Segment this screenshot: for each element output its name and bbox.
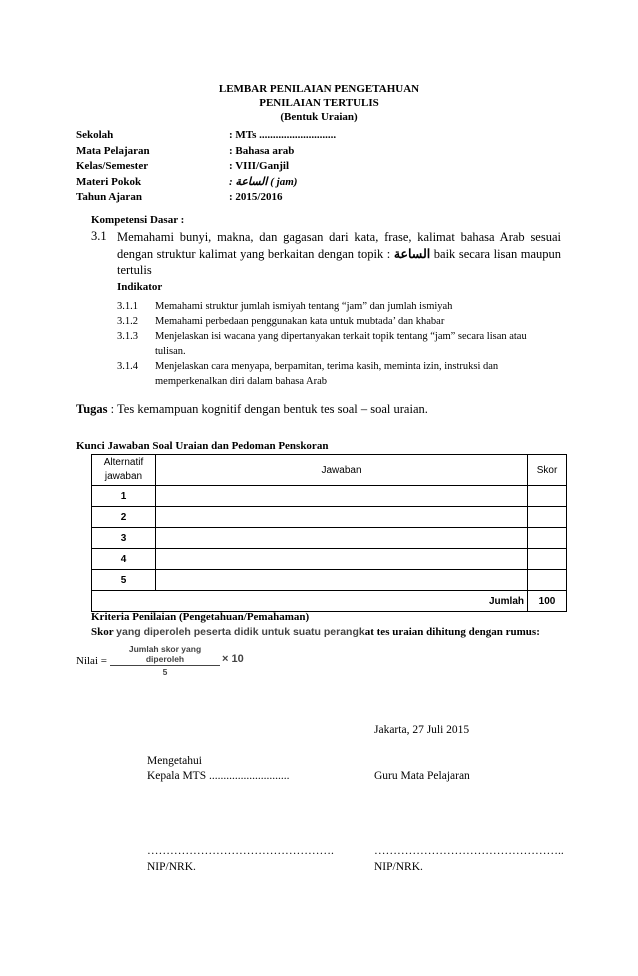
signature-line-right: ………………………………………….. xyxy=(374,845,564,857)
indikator-item xyxy=(117,314,567,329)
answer-cell[interactable] xyxy=(156,507,528,528)
info-label: Sekolah xyxy=(76,129,114,141)
table-row xyxy=(92,549,567,570)
indikator-num: 3.1.3 xyxy=(117,331,138,342)
nilai-formula xyxy=(110,644,220,677)
kompetensi-text-before: Memahami bunyi, makna, dan gagasan dari kata, frase, kalimat bahasa Arab sesuai dengan struktur kalimat yang berkaitan dengan topik : xyxy=(117,230,561,261)
formula-denominator: 5 xyxy=(162,667,168,677)
indikator-list xyxy=(117,299,567,389)
score-cell[interactable] xyxy=(528,486,567,507)
indikator-text: Memahami struktur jumlah ismiyah tentang “jam” dan jumlah ismiyah xyxy=(155,301,453,312)
row-number: 2 xyxy=(92,507,156,528)
formula-numerator: Jumlah skor yang diperoleh xyxy=(110,644,220,666)
tugas-label: Tugas xyxy=(76,402,108,416)
tugas-line xyxy=(76,402,428,417)
info-label: Kelas/Semester xyxy=(76,160,149,172)
signature-line-left: …………………………………………. xyxy=(147,845,334,857)
info-value: : VIII/Ganjil xyxy=(229,160,290,172)
kunci-title: Kunci Jawaban Soal Uraian dan Pedoman Penskoran xyxy=(76,440,329,452)
answer-cell[interactable] xyxy=(156,570,528,591)
indikator-text: Menjelaskan cara menyapa, berpamitan, terima kasih, meminta izin, instruksi dan memperkenalkan diri dalam bahasa Arab xyxy=(155,361,499,387)
info-row-sekolah xyxy=(76,128,336,144)
kompetensi-arabic: الساعة xyxy=(393,246,431,261)
nip-left: NIP/NRK. xyxy=(147,861,196,873)
table-row xyxy=(92,528,567,549)
indikator-item xyxy=(117,299,567,314)
info-label: Tahun Ajaran xyxy=(76,191,142,203)
title-line-2: PENILAIAN TERTULIS xyxy=(259,97,379,109)
nip-right: NIP/NRK. xyxy=(374,861,423,873)
info-value: : Bahasa arab xyxy=(229,144,295,157)
kepala-mts-label: Kepala MTS ............................ xyxy=(147,770,290,782)
kriteria-skor-line xyxy=(91,626,540,638)
row-number: 3 xyxy=(92,528,156,549)
info-row-materi xyxy=(76,175,336,191)
info-label: Materi Pokok xyxy=(76,175,142,188)
title-line-1: LEMBAR PENILAIAN PENGETAHUAN xyxy=(218,83,420,95)
indikator-num: 3.1.4 xyxy=(117,361,138,372)
row-number: 4 xyxy=(92,549,156,570)
info-block xyxy=(76,128,336,206)
header-jawaban: Jawaban xyxy=(156,455,528,486)
info-value: : الساعة ( jam) xyxy=(229,175,298,188)
nilai-label: Nilai = xyxy=(76,655,107,667)
row-number: 5 xyxy=(92,570,156,591)
guru-label: Guru Mata Pelajaran xyxy=(374,770,470,782)
info-row-kelas xyxy=(76,159,336,175)
indikator-num: 3.1.1 xyxy=(117,301,138,312)
table-header-row xyxy=(92,455,567,486)
skor-text-c: at tes uraian dihitung dengan rumus: xyxy=(364,626,540,638)
score-cell[interactable] xyxy=(528,528,567,549)
score-cell[interactable] xyxy=(528,570,567,591)
score-cell[interactable] xyxy=(528,549,567,570)
indikator-item xyxy=(117,359,567,389)
info-row-mapel xyxy=(76,144,336,160)
table-row xyxy=(92,486,567,507)
place-date: Jakarta, 27 Juli 2015 xyxy=(374,724,470,736)
jumlah-label: Jumlah xyxy=(92,591,528,612)
score-cell[interactable] xyxy=(528,507,567,528)
answer-cell[interactable] xyxy=(156,528,528,549)
indikator-heading: Indikator xyxy=(117,281,163,293)
table-total-row xyxy=(92,591,567,612)
indikator-text: Menjelaskan isi wacana yang dipertanyakan terkait topik tentang “jam” secara lisan atau tulisan. xyxy=(155,331,527,357)
header-skor: Skor xyxy=(528,455,567,486)
skor-text-b: yang diperoleh peserta didik untuk suatu perangk xyxy=(116,626,365,638)
info-label: Mata Pelajaran xyxy=(76,144,150,157)
indikator-num: 3.1.2 xyxy=(117,316,138,327)
mengetahui-label: Mengetahui xyxy=(147,755,202,767)
answer-cell[interactable] xyxy=(156,549,528,570)
title-line-3: (Bentuk Uraian) xyxy=(280,111,358,123)
kompetensi-text-after: baik secara lisan maupun tertulis xyxy=(117,246,562,277)
formula-multiplier: × 10 xyxy=(222,653,244,665)
info-row-tahun xyxy=(76,190,336,206)
indikator-item xyxy=(117,329,567,359)
header-alternatif: Alternatif jawaban xyxy=(92,455,156,486)
table-row xyxy=(92,507,567,528)
skor-text-a: Skor xyxy=(91,626,117,638)
table-row xyxy=(92,570,567,591)
info-value: : MTs ............................ xyxy=(229,129,337,141)
kompetensi-heading: Kompetensi Dasar : xyxy=(91,214,185,226)
kriteria-title: Kriteria Penilaian (Pengetahuan/Pemahaman) xyxy=(91,611,310,623)
document-title xyxy=(0,82,638,124)
indikator-text: Memahami perbedaan penggunakan kata untuk mubtada’ dan khabar xyxy=(155,316,445,327)
answer-cell[interactable] xyxy=(156,486,528,507)
info-value: : 2015/2016 xyxy=(229,191,283,203)
kompetensi-text xyxy=(117,229,561,279)
row-number: 1 xyxy=(92,486,156,507)
tugas-text: : Tes kemampuan kognitif dengan bentuk tes soal – soal uraian. xyxy=(110,402,428,416)
kunci-table xyxy=(91,454,567,612)
jumlah-value: 100 xyxy=(528,591,567,612)
kompetensi-number: 3.1 xyxy=(91,229,107,243)
